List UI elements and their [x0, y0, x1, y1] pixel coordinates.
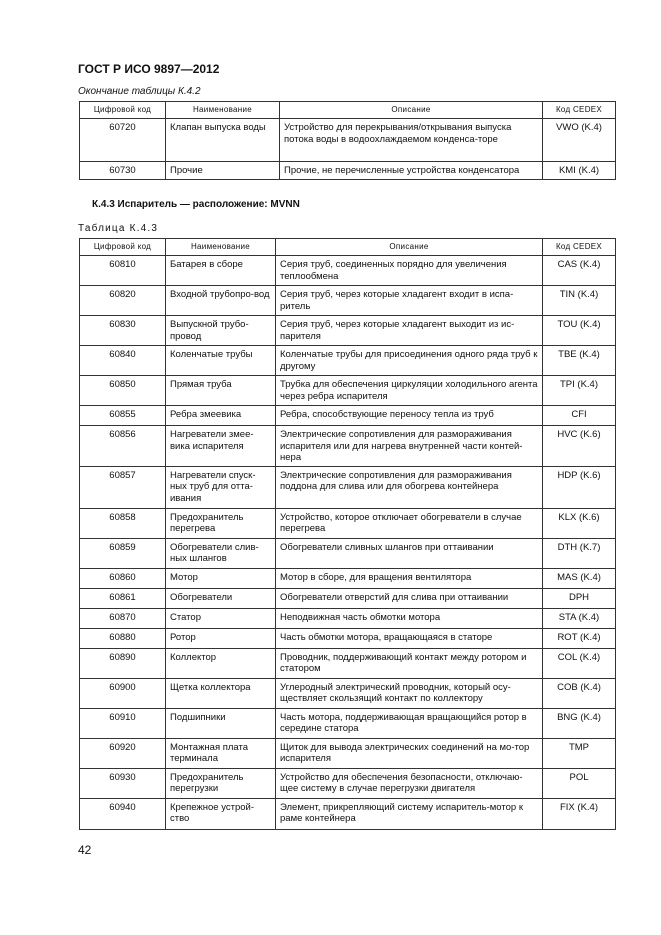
description-cell: Обогреватели сливных шлангов при оттаивании [276, 538, 543, 568]
table-row [80, 648, 616, 678]
code-cell: 60858 [80, 508, 166, 538]
cedex-cell: ROT (K.4) [543, 628, 616, 648]
name-cell: Нагреватели змее-вика испарителя [166, 426, 276, 467]
table-row [80, 286, 616, 316]
table-row [80, 346, 616, 376]
table-k43 [79, 238, 616, 830]
name-cell: Нагреватели спуск-ных труб для отта-ивания [166, 466, 276, 508]
table-row [80, 508, 616, 538]
cedex-cell: KLX (K.6) [543, 508, 616, 538]
code-cell: 60880 [80, 628, 166, 648]
name-cell: Предохранитель перегрева [166, 508, 276, 538]
name-cell: Подшипники [166, 708, 276, 738]
description-cell: Устройство, которое отключает обогреватели в случае перегрева [276, 508, 543, 538]
cedex-cell: TPI (K.4) [543, 376, 616, 406]
name-cell: Коллектор [166, 648, 276, 678]
table-header-row [80, 102, 616, 119]
cedex-cell: POL [543, 768, 616, 798]
name-cell: Клапан выпуска воды [166, 119, 280, 162]
description-cell: Трубка для обеспечения циркуляции холодильного агента через ребра испарителя [276, 376, 543, 406]
table-row [80, 426, 616, 467]
table-row [80, 608, 616, 628]
description-cell: Устройство для обеспечения безопасности, отключаю-щее систему в случае перегрузки двигателя [276, 768, 543, 798]
description-cell: Элемент, прикрепляющий систему испаритель-мотор к раме контейнера [276, 798, 543, 829]
description-cell: Мотор в сборе, для вращения вентилятора [276, 568, 543, 588]
description-cell: Часть обмотки мотора, вращающаяся в статоре [276, 628, 543, 648]
description-cell: Ребра, способствующие переносу тепла из труб [276, 406, 543, 426]
code-cell: 60850 [80, 376, 166, 406]
code-cell: 60910 [80, 708, 166, 738]
name-cell: Обогреватели [166, 588, 276, 608]
cedex-cell: CAS (K.4) [543, 256, 616, 286]
code-cell: 60820 [80, 286, 166, 316]
code-cell: 60890 [80, 648, 166, 678]
table-row [80, 538, 616, 568]
description-cell: Обогреватели отверстий для слива при оттаивании [276, 588, 543, 608]
cedex-cell: TOU (K.4) [543, 316, 616, 346]
cedex-cell: FIX (K.4) [543, 798, 616, 829]
name-cell: Монтажная плата терминала [166, 738, 276, 768]
page-number: 42 [78, 843, 92, 857]
table-row [80, 376, 616, 406]
description-cell: Коленчатые трубы для присоединения одного ряда труб к другому [276, 346, 543, 376]
table-row [80, 738, 616, 768]
column-header: Наименование [166, 102, 280, 119]
cedex-cell: COB (K.4) [543, 678, 616, 708]
description-cell: Прочие, не перечисленные устройства конденсатора [280, 162, 543, 180]
name-cell: Ребра змеевика [166, 406, 276, 426]
table-caption: Таблица К.4.3 [78, 223, 159, 234]
cedex-cell: VWO (K.4) [543, 119, 616, 162]
table-row [80, 256, 616, 286]
table-row [80, 316, 616, 346]
name-cell: Крепежное устрой-ство [166, 798, 276, 829]
name-cell: Щетка коллектора [166, 678, 276, 708]
name-cell: Статор [166, 608, 276, 628]
cedex-cell: HDP (K.6) [543, 466, 616, 508]
cedex-cell: DTH (K.7) [543, 538, 616, 568]
table-row [80, 588, 616, 608]
name-cell: Предохранитель перегрузки [166, 768, 276, 798]
description-cell: Проводник, поддерживающий контакт между ротором и статором [276, 648, 543, 678]
name-cell: Прямая труба [166, 376, 276, 406]
table-row [80, 119, 616, 162]
code-cell: 60840 [80, 346, 166, 376]
code-cell: 60930 [80, 768, 166, 798]
code-cell: 60810 [80, 256, 166, 286]
description-cell: Углеродный электрический проводник, который осу-ществляет скользящий контакт по коллектору [276, 678, 543, 708]
name-cell: Входной трубопро-вод [166, 286, 276, 316]
code-cell: 60730 [80, 162, 166, 180]
name-cell: Коленчатые трубы [166, 346, 276, 376]
code-cell: 60860 [80, 568, 166, 588]
cedex-cell: MAS (K.4) [543, 568, 616, 588]
column-header: Цифровой код [80, 102, 166, 119]
table-row [80, 568, 616, 588]
description-cell: Серия труб, через которые хладагент выходит из ис-парителя [276, 316, 543, 346]
description-cell: Электрические сопротивления для размораживания испарителя или для нагрева внутренней части контей-нера [276, 426, 543, 467]
name-cell: Батарея в сборе [166, 256, 276, 286]
table-row [80, 628, 616, 648]
cedex-cell: CFI [543, 406, 616, 426]
document-header: ГОСТ Р ИСО 9897—2012 [78, 62, 220, 76]
table-header-row [80, 239, 616, 256]
cedex-cell: HVC (K.6) [543, 426, 616, 467]
table-row [80, 406, 616, 426]
cedex-cell: STA (K.4) [543, 608, 616, 628]
cedex-cell: DPH [543, 588, 616, 608]
code-cell: 60861 [80, 588, 166, 608]
description-cell: Устройство для перекрывания/открывания выпуска потока воды в водоохлаждаемом конденса-торе [280, 119, 543, 162]
description-cell: Серия труб, через которые хладагент входит в испа-ритель [276, 286, 543, 316]
table-continuation-caption: Окончание таблицы К.4.2 [78, 86, 201, 97]
name-cell: Ротор [166, 628, 276, 648]
description-cell: Часть мотора, поддерживающая вращающийся ротор в середине статора [276, 708, 543, 738]
column-header: Цифровой код [80, 239, 166, 256]
column-header: Код CEDEX [543, 102, 616, 119]
name-cell: Обогреватели слив-ных шлангов [166, 538, 276, 568]
code-cell: 60920 [80, 738, 166, 768]
code-cell: 60830 [80, 316, 166, 346]
code-cell: 60940 [80, 798, 166, 829]
column-header: Описание [280, 102, 543, 119]
code-cell: 60857 [80, 466, 166, 508]
code-cell: 60859 [80, 538, 166, 568]
table-k42-end [79, 101, 616, 180]
table-row [80, 708, 616, 738]
code-cell: 60720 [80, 119, 166, 162]
description-cell: Серия труб, соединенных порядно для увеличения теплообмена [276, 256, 543, 286]
code-cell: 60870 [80, 608, 166, 628]
table-row [80, 162, 616, 180]
cedex-cell: BNG (K.4) [543, 708, 616, 738]
table-row [80, 798, 616, 829]
table-row [80, 678, 616, 708]
cedex-cell: KMI (K.4) [543, 162, 616, 180]
table-row [80, 768, 616, 798]
cedex-cell: TMP [543, 738, 616, 768]
column-header: Наименование [166, 239, 276, 256]
description-cell: Щиток для вывода электрических соединений на мо-тор испарителя [276, 738, 543, 768]
name-cell: Мотор [166, 568, 276, 588]
cedex-cell: TIN (K.4) [543, 286, 616, 316]
name-cell: Выпускной трубо-провод [166, 316, 276, 346]
code-cell: 60855 [80, 406, 166, 426]
cedex-cell: COL (K.4) [543, 648, 616, 678]
code-cell: 60856 [80, 426, 166, 467]
column-header: Описание [276, 239, 543, 256]
description-cell: Неподвижная часть обмотки мотора [276, 608, 543, 628]
section-title: К.4.3 Испаритель — расположение: MVNN [92, 199, 300, 210]
cedex-cell: TBE (K.4) [543, 346, 616, 376]
code-cell: 60900 [80, 678, 166, 708]
name-cell: Прочие [166, 162, 280, 180]
table-row [80, 466, 616, 508]
column-header: Код CEDEX [543, 239, 616, 256]
description-cell: Электрические сопротивления для размораживания поддона для слива или для обогрева контейнера [276, 466, 543, 508]
